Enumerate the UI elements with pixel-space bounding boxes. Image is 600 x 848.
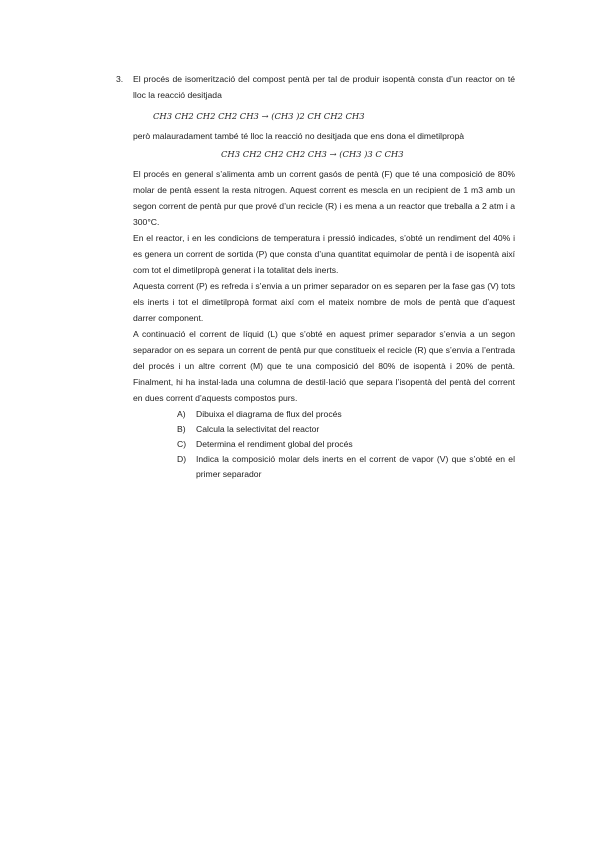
task-letter: B) [177,424,186,434]
question-number: 3. [116,74,124,84]
question-body [133,71,515,482]
process-feed-paragraph: El procés en general s’alimenta amb un corrent gasós de pentà (F) que té una composició de 80% molar de pentà essent la resta nitrogen. Aquest corrent es mescla en un recipient de 1 m3 amb un segon corrent de pentà pur que prové d’un recicle (R) i es mena a un reactor que treballa a 2 atm i a 300°C. [133,169,515,227]
task-letter: C) [177,439,187,449]
task-item [133,437,515,452]
equation-undesired: CH3 CH2 CH2 CH2 CH3 → (CH3 )3 C CH3 [221,149,404,159]
equation-desired: CH3 CH2 CH2 CH2 CH3 → (CH3 )2 CH CH2 CH3 [153,111,365,121]
task-text: Calcula la selectivitat del reactor [196,424,320,434]
task-item [133,407,515,422]
second-separator-paragraph: A continuació el corrent de líquid (L) que s’obté en aquest primer separador s’envia a un segon separador on es separa un corrent de pentà pur que constitueix el recicle (R) que s’envia a l’entrada del procés i un altre corrent (M) que te una composició del 80% de isopentà i 20% de pentà. Finalment, hi ha instal·lada una columna de destil·lació que separa l’isopentà del pentà del corrent en dues corrent d’aquests compostos purs. [133,329,515,403]
task-letter: D) [177,454,187,464]
undesired-intro-paragraph: però malauradament també té lloc la reacció no desitjada que ens dona el dimetilpropà [133,131,465,141]
task-text: Dibuixa el diagrama de flux del procés [196,409,342,419]
reactor-paragraph: En el reactor, i en les condicions de temperatura i pressió indicades, s’obté un rendiment del 40% i es genera un corrent de sortida (P) que consta d’una quantitat equimolar de pentà i de isopentà així com tot el dimetilpropà generat i la totalitat dels inerts. [133,233,515,275]
task-text: Determina el rendiment global del procés [196,439,353,449]
intro-paragraph: El procés de isomerització del compost pentà per tal de produir isopentà consta d’un reactor on té lloc la reacció desitjada [133,74,515,100]
task-list [133,407,515,482]
task-item [133,422,515,437]
task-item [133,452,515,482]
first-separator-paragraph: Aquesta corrent (P) es refreda i s’envia a un primer separador on es separen per la fase gas (V) tots els inerts i tot el dimetilpropà format així com el mateix nombre de mols de pentà que d’aquest darrer component. [133,281,515,323]
task-letter: A) [177,409,186,419]
task-text: Indica la composició molar dels inerts en el corrent de vapor (V) que s’obté en el primer separador [196,454,515,479]
